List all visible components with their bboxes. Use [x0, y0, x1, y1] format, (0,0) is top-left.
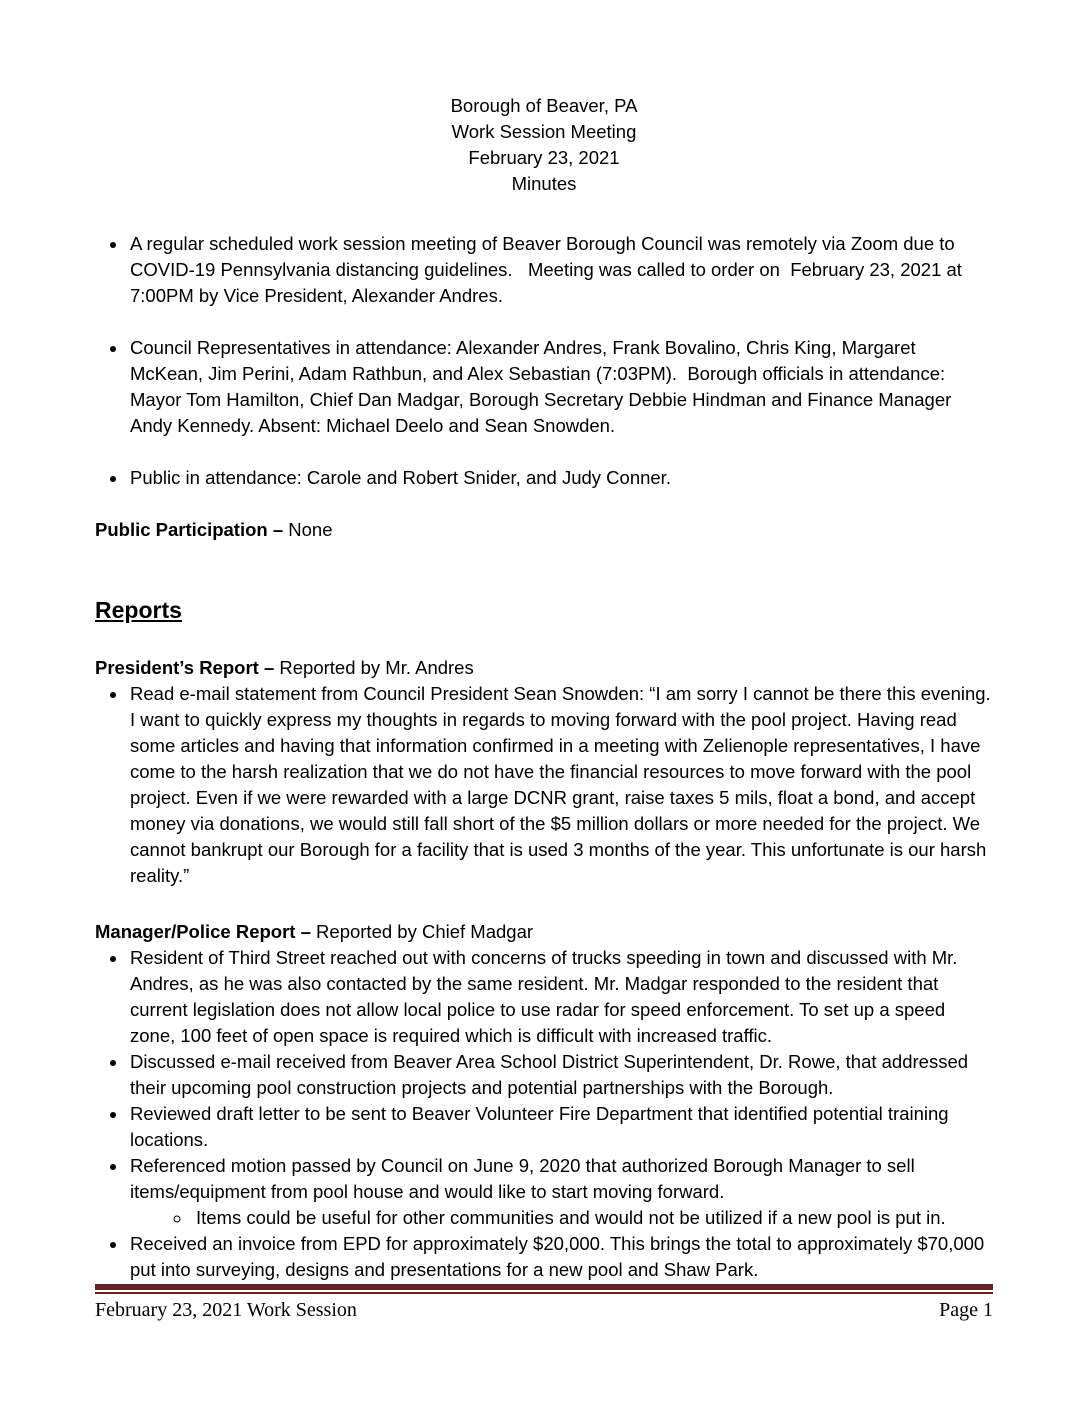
list-item: • Reviewed draft letter to be sent to Beaver Volunteer Fire Department that identified potential training locations.: [128, 1101, 993, 1153]
list-item: • A regular scheduled work session meeting of Beaver Borough Council was remotely via Zoom due to COVID-19 Pennsylvania distancing guidelines. Meeting was called to order on February 23, 2021 at 7:00PM by Vice President, Alexander Andres.: [128, 231, 993, 309]
manager-police-report-reporter: Reported by Chief Madgar: [316, 921, 534, 942]
public-participation-value: None: [288, 519, 333, 540]
list-item: • Received an invoice from EPD for approximately $20,000. This brings the total to approximately $70,000 put into surveying, designs and presentations for a new pool and Shaw Park.: [128, 1231, 993, 1283]
public-participation-line: [95, 517, 993, 543]
footer-text-row: [95, 1297, 993, 1323]
presidents-report-reporter: Reported by Mr. Andres: [279, 657, 474, 678]
manager-police-report-bullet-list: [95, 945, 993, 1283]
list-item: • Discussed e-mail received from Beaver Area School District Superintendent, Dr. Rowe, that addressed their upcoming pool construction projects and potential partnerships with the Borough.: [128, 1049, 993, 1101]
list-item: • Council Representatives in attendance: Alexander Andres, Frank Bovalino, Chris King, Margaret McKean, Jim Perini, Adam Rathbun, and Alex Sebastian (7:03PM). Borough officials in attendance: Mayor Tom Hamilton, Chief Dan Madgar, Borough Secretary Debbie Hindman and Finance Manager Andy Kennedy. Absent: Michael Deelo and Sean Snowden.: [128, 335, 993, 439]
document-title-block: [95, 93, 993, 197]
list-item: • Read e-mail statement from Council President Sean Snowden: “I am sorry I cannot be there this evening. I want to quickly express my thoughts in regards to moving forward with the pool project. Having read some articles and having that information confirmed in a meeting with Zelienople representatives, I have come to the harsh realization that we do not have the financial resources to move forward with the pool project. Even if we were rewarded with a large DCNR grant, raise taxes 5 mils, float a bond, and accept money via donations, we would still fall short of the $5 million dollars or more needed for the project. We cannot bankrupt our Borough for a facility that is used 3 months of the year. This unfortunate is our harsh reality.”: [128, 681, 993, 889]
reports-section-heading: Reports: [95, 597, 182, 623]
list-item: • Referenced motion passed by Council on June 9, 2020 that authorized Borough Manager to sell items/equipment from pool house and would like to start moving forward. ◦ Items could be useful for other communities and would not be utilized if a new pool is put in.: [128, 1153, 993, 1231]
title-line-organization: Borough of Beaver, PA: [450, 95, 638, 116]
list-item: • Resident of Third Street reached out with concerns of trucks speeding in town and discussed with Mr. Andres, as he was also contacted by the same resident. Mr. Madgar responded to the resident that current legislation does not allow local police to use radar for speed enforcement. To set up a speed zone, 100 feet of open space is required which is difficult with increased traffic.: [128, 945, 993, 1049]
list-item: • Public in attendance: Carole and Robert Snider, and Judy Conner.: [128, 465, 993, 491]
presidents-report-bullet-list: [95, 681, 996, 889]
title-line-meeting-type: Work Session Meeting: [451, 121, 637, 142]
public-participation-label: Public Participation –: [95, 519, 284, 540]
manager-police-report-heading: [95, 919, 993, 945]
intro-bullet-list: [95, 231, 993, 491]
sub-list-item: ◦ Items could be useful for other communities and would not be utilized if a new pool is put in.: [192, 1205, 993, 1231]
footer-left-text: February 23, 2021 Work Session: [95, 1299, 357, 1321]
footer-divider-rule: [95, 1284, 993, 1294]
manager-police-report-label: Manager/Police Report –: [95, 921, 311, 942]
footer-page-number: Page 1: [939, 1299, 993, 1321]
sub-bullet-list: [130, 1205, 993, 1231]
title-line-date: February 23, 2021: [468, 147, 620, 168]
title-line-minutes: Minutes: [511, 173, 577, 194]
presidents-report-heading: [95, 655, 993, 681]
page-footer: [95, 1284, 993, 1323]
presidents-report-label: President’s Report –: [95, 657, 275, 678]
